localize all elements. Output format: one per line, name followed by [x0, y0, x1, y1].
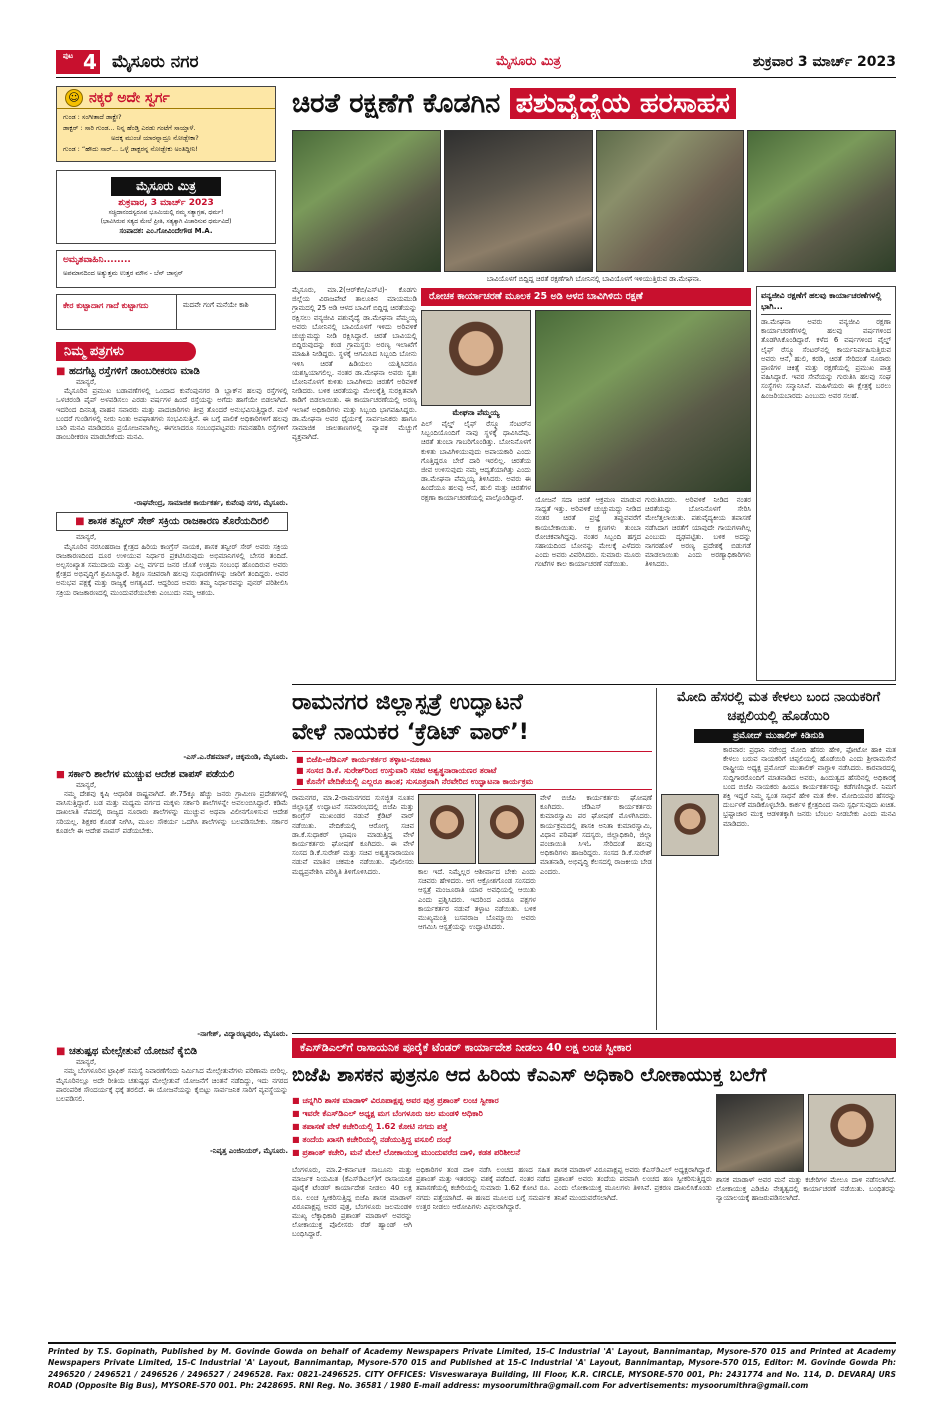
modi-body: ಕಾರವಾರ: ಪ್ರಧಾನಿ ನರೇಂದ್ರ ಮೋದಿ ಹೆಸರು ಹೇಳಿ, ಫೋಟೋ ಹಾಕಿ ಮತ ಕೇಳಲು ಬರುವ ನಾಯಕರಿಗೆ ಚಪ್ಪಲಿಯಲ್ಲಿ ಹೊಡೆಯಿರಿ ಎಂದು ಶ್ರೀರಾಮಸೇನೆ ರಾಷ್ಟ್ರೀಯ ಅಧ್ಯಕ್ಷ ಪ್ರಮೋದ್ ಮುತಾಲಿಕ್ ವಾಗ್ದಾಳಿ ನಡೆಸಿದರು. ಕಾರವಾರದಲ್ಲಿ ಸುದ್ದಿಗಾರರೊಂದಿಗೆ ಮಾತನಾಡಿದ ಅವರು, ಹಿಂದುತ್ವದ ಹೆಸರಿನಲ್ಲಿ ಅಧಿಕಾರಕ್ಕೆ ಬಂದ ಬಿಜೆಪಿ ನಾಯಕರು ಹಿಂದೂ ಕಾರ್ಯಕರ್ತರನ್ನು ಕಡೆಗಣಿಸಿದ್ದಾರೆ. ನಿಮಗೆ ಶಕ್ತಿ ಇದ್ದರೆ ನಿಮ್ಮ ಸ್ವಂತ ಸಾಧನೆ ಹೇಳಿ ಮತ ಕೇಳಿ. ಮೋದಿಯವರ ಹೆಸರನ್ನು ದುರ್ಬಳಕೆ ಮಾಡಿಕೊಳ್ಳಬೇಡಿ. ಕಾರ್ಕಳ ಕ್ಷೇತ್ರದಿಂದ ನಾನು ಸ್ಪರ್ಧಿಸುವುದು ಖಚಿತ. ಭ್ರಷ್ಟಾಚಾರ ಮುಕ್ತ ಆಡಳಿತಕ್ಕಾಗಿ ಜನರು ಬೆಂಬಲ ನೀಡಬೇಕು ಎಂದು ಮನವಿ ಮಾಡಿದರು.	[723, 746, 896, 828]
imprint-text: Printed by T.S. Gopinath, Published by M. Govinde Gowda on behalf of Academy Newspapers Private Limited, 15-C Industrial 'A' Layout, Bannimantap, Mysore-570 015 and Printed at Academy Newspapers Private Limited, 15-C Industrial 'A' Layout, Bannimantap, Mysore-570 015 and Published at 15-C Industrial 'A' Layout, Bannimantap, Mysore-570 015, Editor: M. Govinde Gowda Ph: 2496520 / 2496521 / 2496526 / 2496527 / 2496528. Fax: 0821-2496525. CITY OFFICES: Visveswaraya Building, III Floor, K.R. CIRCLE, MYSORE-570 001, Ph: 2431774 and No. 114, D. DEVARAJ URS ROAD (Opposite Big Bus), MYSORE-570 001. Ph: 2428695. RNI Reg. No. 36581 / 1980 E-mail address: mysoorumithra@gmail.com For advertisements: mysoorumithra@gmail.com	[48, 1347, 896, 1390]
section-title: ಮೈಸೂರು ನಗರ	[112, 52, 199, 72]
lead-col3-body: ಯೋಜನೆ ಸದಾ ಚಿರತೆ ಆಕ್ರಮಣ ಮಾಡುವ ಸಾಧ್ಯತೆ ಇತ್ತು. ಅರಿವಳಿಕೆ ಚುಚ್ಚುಮದ್ದು ನೀಡಿದ ನಂತರ ಚಿರತೆ ಪ್ರಜ್ಞೆ ತಪ್ಪುವವರೆಗೆ ಕಾಯಬೇಕಾಯಿತು. ಆ ಕ್ಷಣಗಳು ತುಂಬಾ ರೋಚಕವಾಗಿದ್ದವು. ನಂತರ ಸಿಬ್ಬಂದಿ ಹಗ್ಗದ ಸಹಾಯದಿಂದ ಬೋನನ್ನು ಮೇಲಕ್ಕೆ ಎಳೆದರು ಎಂದು ಅವರು ವಿವರಿಸಿದರು. ಸುಮಾರು ಮೂರು ಗಂಟೆಗಳ ಕಾಲ ಕಾರ್ಯಾಚರಣೆ ನಡೆಯಿತು.	[535, 496, 641, 569]
mid-bottom-rule	[292, 1033, 896, 1034]
ramanagara-body-c: ವೇಳೆ ಬಿಜೆಪಿ ಕಾರ್ಯಕರ್ತರು ಘೋಷಣೆ ಕೂಗಿದರು. ಜೆಡಿಎಸ್ ಕಾರ್ಯಕರ್ತರು ಕುಮಾರಸ್ವಾಮಿ ಪರ ಘೋಷಣೆ ಮೊಳಗಿಸಿದರು. ಕಾರ್ಯಕ್ರಮದಲ್ಲಿ ಶಾಸಕಿ ಅನಿತಾ ಕುಮಾರಸ್ವಾಮಿ, ವಿಧಾನ ಪರಿಷತ್ ಸದಸ್ಯರು, ಜಿಲ್ಲಾಧಿಕಾರಿ, ಜಿಲ್ಲಾ ಪಂಚಾಯಿತಿ ಸಿಇಓ ಸೇರಿದಂತೆ ಹಲವು ಅಧಿಕಾರಿಗಳು ಹಾಜರಿದ್ದರು. ಸಂಸದ ಡಿ.ಕೆ.ಸುರೇಶ್ ಮಾತನಾಡಿ, ಅಭಿವೃದ್ಧಿ ಕೆಲಸದಲ್ಲಿ ರಾಜಕೀಯ ಬೇಡ ಎಂದರು.	[540, 794, 652, 876]
mini-masthead: ಮೈಸೂರು ಮಿತ್ರ	[111, 177, 221, 196]
letter-title: ■ ಶಾಸಕ ತನ್ವೀರ್ ಸೇಠ್ ಸಕ್ರಿಯ ರಾಜಕಾರಣ ತೊರೆಯದಿರಲಿ	[59, 515, 285, 528]
portrait-caption: ಮೇಘನಾ ಪೆಮ್ಮಯ್ಯ	[452, 408, 500, 417]
proverb-right: ಮದವೇ ಗಂಗೆ ಮನೆಯೇ ಕಾಶಿ	[182, 301, 249, 309]
lokayukta-headline: ಬಿಜೆಪಿ ಶಾಸಕನ ಪುತ್ರನೂ ಆದ ಹಿರಿಯ ಕೆಎಎಸ್ ಅಧಿಕಾರಿ ಲೋಕಾಯುಕ್ತ ಬಲೆಗೆ	[292, 1064, 767, 1086]
letter-body: ಮೈಸೂರಿನ ಪ್ರಮುಖ ಬಡಾವಣೆಗಳಲ್ಲಿ ಒಂದಾದ ಕುವೆಂಪುನಗರ ಡಿ ಬ್ಲಾಕ್‌ನ ಹಲವು ರಸ್ತೆಗಳಲ್ಲಿ ಒಳಚರಂಡಿ ಪೈಪ್ ಅಳವಡಿಸಲು ಎರಡು ವರ್ಷಗಳ ಹಿಂದೆ ರಸ್ತೆಯನ್ನು ಅಗೆದು ಹಾಗೆಯೇ ಬಿಡಲಾಗಿದೆ. ಇದರಿಂದ ದಿನನಿತ್ಯ ವಾಹನ ಸವಾರರು ಮತ್ತು ಪಾದಚಾರಿಗಳು ತೀವ್ರ ತೊಂದರೆ ಅನುಭವಿಸುತ್ತಿದ್ದಾರೆ. ಮಳೆ ಬಂದರೆ ಗುಂಡಿಗಳಲ್ಲಿ ನೀರು ನಿಂತು ಅಪಘಾತಗಳು ಸಂಭವಿಸುತ್ತಿವೆ. ಈ ಬಗ್ಗೆ ಪಾಲಿಕೆ ಅಧಿಕಾರಿಗಳಿಗೆ ಹಲವು ಬಾರಿ ಮನವಿ ಮಾಡಿದರೂ ಪ್ರಯೋಜನವಾಗಿಲ್ಲ. ಈಗಲಾದರೂ ಸಂಬಂಧಪಟ್ಟವರು ಗಮನಹರಿಸಿ ರಸ್ತೆಗಳಿಗೆ ಡಾಂಬರೀಕರಣ ಮಾಡಬೇಕೆಂದು ಮನವಿ.	[56, 387, 288, 442]
lokayukta-body-d: ಶಾಸಕ ಮಾಡಾಳ್ ಅವರ ಮನೆ ಮತ್ತು ಕಚೇರಿಗಳ ಮೇಲೂ ದಾಳಿ ನಡೆಸಲಾಗಿದೆ. ಲೋಕಾಯುಕ್ತ ಎಡಿಜಿಪಿ ನೇತೃತ್ವದಲ್ಲಿ ಕಾರ್ಯಾಚರಣೆ ನಡೆಯಿತು. ಬಂಧಿತರನ್ನು ನ್ಯಾಯಾಲಯಕ್ಕೆ ಹಾಜರುಪಡಿಸಲಾಗಿದೆ.	[716, 1176, 896, 1203]
lokayukta-body-c: ಶಾಸಕ ಮಾಡಾಳ್ ವಿರೂಪಾಕ್ಷಪ್ಪ ಅವರು ಕೆಎಸ್‌ಡಿಎಲ್ ಅಧ್ಯಕ್ಷರಾಗಿದ್ದಾರೆ. ಪ್ರಶಾಂತ್ ಅವರು ತಂದೆಯ ಪರವಾಗಿ ಲಂಚದ ಹಣ ಸ್ವೀಕರಿಸುತ್ತಿದ್ದರು ಎಂದು ಲೋಕಾಯುಕ್ತ ಮೂಲಗಳು ತಿಳಿಸಿವೆ. ಪ್ರಕರಣ ದಾಖಲಿಸಿಕೊಂಡು ತನಿಖೆ ಮುಂದುವರೆಸಲಾಗಿದೆ.	[554, 1166, 712, 1202]
lokayukta-bar: ಕೆಎಸ್‌ಡಿಎಲ್‌ಗೆ ರಾಸಾಯನಿಕ ಪೂರೈಕೆ ಟೆಂಡರ್ ಕಾರ್ಯಾದೇಶ ನೀಡಲು 40 ಲಕ್ಷ ಲಂಚ ಸ್ವೀಕಾರ	[292, 1038, 896, 1058]
amrut-text: ಅಪಮಾನದಿಂದ ಅತ್ಯುತ್ತಮ ಉತ್ತರ ಮೌನ - ಬೆನ್ ಜಾನ್ಸನ್	[63, 269, 184, 277]
lead-photo-strip	[292, 130, 896, 272]
header-rule	[56, 77, 896, 78]
lead-col4-body: ಗುರುತಿಸಿದರು. ಅರಿವಳಿಕೆ ನೀಡಿದ ನಂತರ ಚಿರತೆಯನ್ನು ಬೋನಿನೊಳಗೆ ಸೇರಿಸಿ ಮೇಲೆತ್ತಲಾಯಿತು. ಪಶುವೈದ್ಯಕೀಯ ತಪಾಸಣೆ ನಡೆಸಿದಾಗ ಚಿರತೆಗೆ ಯಾವುದೇ ಗಾಯಗಳಾಗಿಲ್ಲ ಎಂಬುದು ದೃಢಪಟ್ಟಿತು. ಬಳಿಕ ಅದನ್ನು ನಾಗರಹೊಳೆ ಅರಣ್ಯ ಪ್ರದೇಶಕ್ಕೆ ಬಿಡುಗಡೆ ಮಾಡಲಾಯಿತು ಎಂದು ಅರಣ್ಯಾಧಿಕಾರಿಗಳು ತಿಳಿಸಿದರು.	[645, 496, 751, 569]
lokayukta-body-b: ಅಧಿಕಾರಿಗಳ ತಂಡ ದಾಳಿ ನಡೆಸಿ ಲಂಚದ ಹಣದ ಸಹಿತ ಪ್ರಶಾಂತ್ ಮತ್ತು ಇತರರನ್ನು ವಶಕ್ಕೆ ಪಡೆದಿದೆ. ನಂತರ ನಡೆದ ತಪಾಸಣೆಯಲ್ಲಿ ಕಚೇರಿಯಲ್ಲಿ ಸುಮಾರು 1.62 ಕೋಟಿ ರೂ. ನಗದು ಪತ್ತೆಯಾಗಿದೆ. ಈ ಹಣದ ಮೂಲದ ಬಗ್ಗೆ ಸಮರ್ಪಕ ಉತ್ತರ ನೀಡಲು ಆರೋಪಿಗಳು ವಿಫಲರಾಗಿದ್ದಾರೆ.	[416, 1166, 550, 1211]
portrait-photo	[421, 310, 531, 406]
letter-body: ನಮ್ಮ ದೇಶವು ಕೃಷಿ ಆಧಾರಿತ ರಾಷ್ಟ್ರವಾಗಿದೆ. ಶೇ.75ಕ್ಕೂ ಹೆಚ್ಚು ಜನರು ಗ್ರಾಮೀಣ ಪ್ರದೇಶಗಳಲ್ಲಿ ವಾಸಿಸುತ್ತಿದ್ದಾರೆ. ಬಡ ಮತ್ತು ಮಧ್ಯಮ ವರ್ಗದ ಮಕ್ಕಳು ಸರ್ಕಾರಿ ಶಾಲೆಗಳನ್ನೇ ಅವಲಂಬಿಸಿದ್ದಾರೆ. ಕಡಿಮೆ ದಾಖಲಾತಿ ನೆಪದಲ್ಲಿ ರಾಜ್ಯದ ನೂರಾರು ಶಾಲೆಗಳನ್ನು ಮುಚ್ಚುವ ಅಥವಾ ವಿಲೀನಗೊಳಿಸುವ ಆದೇಶ ಸರಿಯಲ್ಲ. ಶಿಕ್ಷಕರ ಕೊರತೆ ನೀಗಿಸಿ, ಮೂಲ ಸೌಕರ್ಯ ಒದಗಿಸಿ ಶಾಲೆಗಳನ್ನು ಬಲಪಡಿಸಬೇಕು. ಸರ್ಕಾರ ಕೂಡಲೇ ಈ ಆದೇಶ ವಾಪಸ್ ಪಡೆಯಬೇಕು.	[56, 790, 288, 835]
letter-1: ■ ಹದಗೆಟ್ಟ ರಸ್ತೆಗಳಿಗೆ ಡಾಂಬರೀಕರಣ ಮಾಡಿ ಮಾನ್ಯರೆ, ಮೈಸೂರಿನ ಪ್ರಮುಖ ಬಡಾವಣೆಗಳಲ್ಲಿ ಒಂದಾದ ಕುವೆಂಪುನಗರ ಡಿ ಬ್ಲಾಕ್‌ನ ಹಲವು ರಸ್ತೆಗಳಲ್ಲಿ ಒಳಚರಂಡಿ ಪೈಪ್ ಅಳವಡಿಸಲು ಎರಡು ವರ್ಷಗಳ ಹಿಂದೆ ರಸ್ತೆಯನ್ನು ಅಗೆದು ಹಾಗೆಯೇ ಬಿಡಲಾಗಿದೆ. ಇದರಿಂದ ದಿನನಿತ್ಯ ವಾಹನ ಸವಾರರು ಮತ್ತು ಪಾದಚಾರಿಗಳು ತೀವ್ರ ತೊಂದರೆ ಅನುಭವಿಸುತ್ತಿದ್ದಾರೆ. ಮಳೆ ಬಂದರೆ ಗುಂಡಿಗಳಲ್ಲಿ ನೀರು ನಿಂತು ಅಪಘಾತಗಳು ಸಂಭವಿಸುತ್ತಿವೆ. ಈ ಬಗ್ಗೆ ಪಾಲಿಕೆ ಅಧಿಕಾರಿಗಳಿಗೆ ಹಲವು ಬಾರಿ ಮನವಿ ಮಾಡಿದರೂ ಪ್ರಯೋಜನವಾಗಿಲ್ಲ. ಈಗಲಾದರೂ ಸಂಬಂಧಪಟ್ಟವರು ಗಮನಹರಿಸಿ ರಸ್ತೆಗಳಿಗೆ ಡಾಂಬರೀಕರಣ ಮಾಡಬೇಕೆಂದು ಮನವಿ. -ರಾಘವೇಂದ್ರ, ಸಾಮಾಜಿಕ ಕಾರ್ಯಕರ್ತ, ಕುವೆಂಪು ನಗರ, ಮೈಸೂರು.	[56, 365, 288, 508]
letter-title: ■ ಸರ್ಕಾರಿ ಶಾಲೆಗಳ ಮುಚ್ಚುವ ಆದೇಶ ವಾಪಸ್ ಪಡೆಯಲಿ	[56, 768, 288, 781]
letter-body: ನಮ್ಮ ಬೆಂಗಳೂರಿನ ಟ್ರಾಫಿಕ್ ಸಮಸ್ಯೆ ನಿವಾರಣೆಗೆಂದು ನಿರ್ಮಿಸಿದ ಮೇಲ್ಸೇತುವೆಗಳು ಪರಿಣಾಮ ಬೀರಿಲ್ಲ. ಮೈಸೂರಿನಲ್ಲೂ ಅದೇ ರೀತಿಯ ಚತುಷ್ಪಥ ಮೇಲ್ಸೇತುವೆ ಯೋಜನೆಗೆ ಚಿಂತನೆ ನಡೆದಿದ್ದು, ಇದು ನಗರದ ಪಾರಂಪರಿಕ ಸೌಂದರ್ಯಕ್ಕೆ ಧಕ್ಕೆ ತರಲಿದೆ. ಈ ಯೋಜನೆಯನ್ನು ಕೈಬಿಟ್ಟು ಸಾರ್ವಜನಿಕ ಸಾರಿಗೆ ವ್ಯವಸ್ಥೆಯನ್ನು ಬಲಪಡಿಸಲಿ.	[56, 1067, 288, 1104]
letter-signature: -ಎಸ್.ಎ.ರೆಹಮಾನ್, ಚಿಕ್ಕಮಂಡಿ, ಮೈಸೂರು.	[183, 752, 288, 761]
joke-body: ಗುಂಡ : ಸಂಗೀತಾದೆ ಡಾಕ್ಟ್ರೇ? ಡಾಕ್ಟರ್ : ಸಾರಿ ಗುಂಡ... ನಿನ್ನ ಹೆಂಡ್ತಿ ಎರಡು ಗಂಟೆಗೆ ಸಾಯ್ತಾಳೆ. ಅದಕ್ಕ ಮುಂಚೆ ಯಾರನ್ನಾದ್ರೂ ನೋಡ್ಬೇಕಾ? ಗುಂಡ : “ಹೌದು ಸಾರ್... ಒಳ್ಳೆ ಡಾಕ್ಟರನ್ನ ನೋಡ್ಬೇಕು ಅಂತಿದ್ದೀನಿ!	[63, 113, 199, 153]
joke-box	[56, 86, 276, 162]
ramanagara-bullets: ■ ಬಿಜೆಪಿ-ಜೆಡಿಎಸ್ ಕಾರ್ಯಕರ್ತರ ತಳ್ಳಾಟ-ನೂಕಾಟ ■ ಸಂಸದ ಡಿ.ಕೆ. ಸುರೇಶ್‌ರಿಂದ ಉಸ್ತುವಾರಿ ಸಚಿವ ಅಶ್ವತ್ಥನಾರಾಯಣರ ತರಾಟೆ ■ ಕೊನೆಗೆ ವೇದಿಕೆಯಲ್ಲಿ ಎಲ್ಲರೂ ಶಾಂತ; ಸುಸೂತ್ರವಾಗಿ ನೆರವೇರಿದ ಉದ್ಘಾಟನಾ ಕಾರ್ಯಕ್ರಮ	[292, 751, 652, 790]
footer-rule	[48, 1342, 896, 1344]
leaders-photo-2	[478, 794, 536, 864]
letter-signature: -ರಾಘವೇಂದ್ರ, ಸಾಮಾಜಿಕ ಕಾರ್ಯಕರ್ತ, ಕುವೆಂಪು ನಗರ, ಮೈಸೂರು.	[133, 499, 288, 508]
modi-byline: ಪ್ರಮೋದ್ ಮುತಾಲಿಕ್ ಕಿಡಿನುಡಿ	[694, 729, 864, 743]
proverb-box	[56, 294, 276, 330]
prashanth-photo	[808, 1094, 896, 1172]
lead-sub-bar: ರೋಚಕ ಕಾರ್ಯಾಚರಣೆ ಮೂಲಕ 25 ಅಡಿ ಆಳದ ಬಾವಿಗಿಳಿದು ರಕ್ಷಣೆ	[421, 288, 751, 306]
muthalik-photo	[661, 794, 719, 856]
letter-signature: -ನಾಗೇಶ್, ವಿದ್ಯಾರಣ್ಯಪುರಂ, ಮೈಸೂರು.	[197, 1030, 288, 1039]
letter-2	[56, 512, 288, 531]
mini-masthead-box: ಮೈಸೂರು ಮಿತ್ರ ಶುಕ್ರವಾರ, 3 ಮಾರ್ಚ್ 2023 ಸಚ್ಚಿದಾನಂದಸ್ವರೂಪ ಭೂಮಿಯಲ್ಲಿ ನಮ್ಮ ಸತ್ಯಾಗ್ರಹ, ಧರ್ಮ! (ಭಾವಿಸಿರುವ ಸತ್ಯದ ಮೇಲೆ ಪ್ರೀತಿ, ಸತ್ಯಕ್ಕಾಗಿ ವಿಚಾರಿಸುವ ಧರ್ಮವಿದೆ) ಸಂಪಾದಕ: ಎಂ.ಗೋವಿಂದೇಗೌಡ M.A.	[56, 170, 276, 244]
lead-headline: ಚಿರತೆ ರಕ್ಷಣೆಗೆ ಕೊಡಗಿನ ಪಶುವೈದ್ಯೆಯ ಹರಸಾಹಸ	[292, 84, 896, 124]
lead-photo-3	[596, 130, 745, 272]
modi-story	[656, 688, 896, 1030]
mini-date: ಶುಕ್ರವಾರ, 3 ಮಾರ್ಚ್ 2023	[118, 198, 214, 208]
letter-4: ■ ಚತುಷ್ಪಥ ಮೇಲ್ಸೇತುವೆ ಯೋಜನೆ ಕೈಬಿಡಿ ಮಾನ್ಯರೆ, ನಮ್ಮ ಬೆಂಗಳೂರಿನ ಟ್ರಾಫಿಕ್ ಸಮಸ್ಯೆ ನಿವಾರಣೆಗೆಂದು ನಿರ್ಮಿಸಿದ ಮೇಲ್ಸೇತುವೆಗಳು ಪರಿಣಾಮ ಬೀರಿಲ್ಲ. ಮೈಸೂರಿನಲ್ಲೂ ಅದೇ ರೀತಿಯ ಚತುಷ್ಪಥ ಮೇಲ್ಸೇತುವೆ ಯೋಜನೆಗೆ ಚಿಂತನೆ ನಡೆದಿದ್ದು, ಇದು ನಗರದ ಪಾರಂಪರಿಕ ಸೌಂದರ್ಯಕ್ಕೆ ಧಕ್ಕೆ ತರಲಿದೆ. ಈ ಯೋಜನೆಯನ್ನು ಕೈಬಿಟ್ಟು ಸಾರ್ವಜನಿಕ ಸಾರಿಗೆ ವ್ಯವಸ್ಥೆಯನ್ನು ಬಲಪಡಿಸಲಿ. -ನಿವೃತ್ತ ಎಂಜಿನಿಯರ್, ಮೈಸೂರು.	[56, 1045, 288, 1156]
issue-date: ಶುಕ್ರವಾರ 3 ಮಾರ್ಚ್ 2023	[752, 54, 896, 70]
leopard-photo	[535, 310, 751, 492]
page-header	[56, 50, 896, 76]
ramanagara-headline-2: ವೇಳೆ ನಾಯಕರ ‘ಕ್ರೆಡಿಟ್ ವಾರ್’!	[292, 720, 529, 745]
amrut-box	[56, 250, 276, 288]
ramanagara-headline-1: ರಾಮನಗರ ಜಿಲ್ಲಾಸ್ಪತ್ರೆ ಉದ್ಘಾಟನೆ	[292, 690, 523, 715]
lead-sidebar-title: ವನ್ಯಜೀವಿ ರಕ್ಷಣೆಗೆ ಹಲವು ಕಾರ್ಯಾಚರಣೆಗಳಲ್ಲಿ ಭಾಗಿ...	[761, 290, 891, 315]
lokayukta-body-a: ಬೆಂಗಳೂರು, ಮಾ.2-ಕರ್ನಾಟಕ ಸಾಬೂನು ಮತ್ತು ಮಾರ್ಜಕ ನಿಯಮಿತ (ಕೆಎಸ್‌ಡಿಎಲ್)ಗೆ ರಾಸಾಯನಿಕ ಪೂರೈಕೆ ಟೆಂಡರ್ ಕಾರ್ಯಾದೇಶ ನೀಡಲು 40 ಲಕ್ಷ ರೂ. ಲಂಚ ಸ್ವೀಕರಿಸುತ್ತಿದ್ದ ಬಿಜೆಪಿ ಶಾಸಕ ಮಾಡಾಳ್ ವಿರೂಪಾಕ್ಷಪ್ಪ ಅವರ ಪುತ್ರ, ಬೆಂಗಳೂರು ಜಲಮಂಡಳಿ ಮುಖ್ಯ ಲೆಕ್ಕಾಧಿಕಾರಿ ಪ್ರಶಾಂತ್ ಮಾಡಾಳ್ ಅವರನ್ನು ಲೋಕಾಯುಕ್ತ ಪೊಲೀಸರು ರೆಡ್ ಹ್ಯಾಂಡ್ ಆಗಿ ಬಂಧಿಸಿದ್ದಾರೆ.	[292, 1166, 412, 1239]
lead-sidebar	[756, 286, 896, 681]
cash-photo	[716, 1094, 804, 1172]
modi-headline: ಮೋದಿ ಹೆಸರಲ್ಲಿ ಮತ ಕೇಳಲು ಬಂದ ನಾಯಕರಿಗೆ ಚಪ್ಪಲಿಯಲ್ಲಿ ಹೊಡೆಯಿರಿ	[676, 690, 881, 724]
ramanagara-story	[292, 688, 652, 1030]
letters-title: ನಿಮ್ಮ ಪತ್ರಗಳು	[56, 342, 196, 361]
ramanagara-body-b: ಕಾಲ ಇದೆ. ನಿಮ್ಮೆಲ್ಲರ ಆಶೀರ್ವಾದ ಬೇಕು ಎಂದು ಸಚಿವರು ಹೇಳಿದರು. ಆಗ ಆಕ್ರೋಶಗೊಂಡ ಸಂಸದರು ಆಸ್ಪತ್ರೆ ಮಂಜೂರಾತಿ ಯಾರ ಅವಧಿಯಲ್ಲಿ ಆಯಿತು ಎಂದು ಪ್ರಶ್ನಿಸಿದರು. ಇದರಿಂದ ಎರಡೂ ಪಕ್ಷಗಳ ಕಾರ್ಯಕರ್ತರ ನಡುವೆ ತಳ್ಳಾಟ ನಡೆಯಿತು. ಬಳಿಕ ಮುಖ್ಯಮಂತ್ರಿ ಬಸವರಾಜ ಬೊಮ್ಮಾಯಿ ಅವರು ಆಗಮಿಸಿ ಆಸ್ಪತ್ರೆಯನ್ನು ಉದ್ಘಾಟಿಸಿದರು.	[418, 868, 536, 932]
amrut-title: ಅಮೃತವಾಹಿನಿ........	[63, 255, 131, 265]
lead-photo-caption: ಬಾವಿಯೊಳಗೆ ಬಿದ್ದಿದ್ದ ಚಿರತೆ ರಕ್ಷಣೆಗಾಗಿ ಬೋನಿನಲ್ಲಿ ಬಾವಿಯೊಳಗೆ ಇಳಿಯುತ್ತಿರುವ ಡಾ.ಮೇಘನಾ.	[486, 275, 702, 283]
letters-section: ನಿಮ್ಮ ಪತ್ರಗಳು ■ ಹದಗೆಟ್ಟ ರಸ್ತೆಗಳಿಗೆ ಡಾಂಬರೀಕರಣ ಮಾಡಿ ಮಾನ್ಯರೆ, ಮೈಸೂರಿನ ಪ್ರಮುಖ ಬಡಾವಣೆಗಳಲ್ಲಿ ಒಂದಾದ ಕುವೆಂಪುನಗರ ಡಿ ಬ್ಲಾಕ್‌ನ ಹಲವು ರಸ್ತೆಗಳಲ್ಲಿ ಒಳಚರಂಡಿ ಪೈಪ್ ಅಳವಡಿಸಲು ಎರಡು ವರ್ಷಗಳ ಹಿಂದೆ ರಸ್ತೆಯನ್ನು ಅಗೆದು ಹಾಗೆಯೇ ಬಿಡಲಾಗಿದೆ. ಇದರಿಂದ ದಿನನಿತ್ಯ ವಾಹನ ಸವಾರರು ಮತ್ತು ಪಾದಚಾರಿಗಳು ತೀವ್ರ ತೊಂದರೆ ಅನುಭವಿಸುತ್ತಿದ್ದಾರೆ. ಮಳೆ ಬಂದರೆ ಗುಂಡಿಗಳಲ್ಲಿ ನೀರು ನಿಂತು ಅಪಘಾತಗಳು ಸಂಭವಿಸುತ್ತಿವೆ. ಈ ಬಗ್ಗೆ ಪಾಲಿಕೆ ಅಧಿಕಾರಿಗಳಿಗೆ ಹಲವು ಬಾರಿ ಮನವಿ ಮಾಡಿದರೂ ಪ್ರಯೋಜನವಾಗಿಲ್ಲ. ಈಗಲಾದರೂ ಸಂಬಂಧಪಟ್ಟವರು ಗಮನಹರಿಸಿ ರಸ್ತೆಗಳಿಗೆ ಡಾಂಬರೀಕರಣ ಮಾಡಬೇಕೆಂದು ಮನವಿ. -ರಾಘವೇಂದ್ರ, ಸಾಮಾಜಿಕ ಕಾರ್ಯಕರ್ತ, ಕುವೆಂಪು ನಗರ, ಮೈಸೂರು. ■ ಶಾಸಕ ತನ್ವೀರ್ ಸೇಠ್ ಸಕ್ರಿಯ ರಾಜಕಾರಣ ತೊರೆಯದಿರಲಿ ಮಾನ್ಯರೆ, ಮೈಸೂರಿನ ನರಸಿಂಹರಾಜ ಕ್ಷೇತ್ರದ ಹಿರಿಯ ಕಾಂಗ್ರೆಸ್ ನಾಯಕ, ಶಾಸಕ ತನ್ವೀರ್ ಸೇಠ್ ಅವರು ಸಕ್ರಿಯ ರಾಜಕಾರಣದಿಂದ ದೂರ ಉಳಿಯುವ ನಿರ್ಧಾರ ಪ್ರಕಟಿಸಿರುವುದು ಅಭಿಮಾನಿಗಳಲ್ಲಿ ಬೇಸರ ತಂದಿದೆ. ಅಲ್ಪಸಂಖ್ಯಾತ ಸಮುದಾಯ ಮತ್ತು ಎಲ್ಲ ವರ್ಗದ ಜನರ ಜೊತೆ ಉತ್ತಮ ಸಂಬಂಧ ಹೊಂದಿರುವ ಅವರು ಕ್ಷೇತ್ರದ ಅಭಿವೃದ್ಧಿಗೆ ಶ್ರಮಿಸಿದ್ದಾರೆ. ಶಿಕ್ಷಣ ಸಚಿವರಾಗಿ ಹಲವು ಸುಧಾರಣೆಗಳನ್ನು ಜಾರಿಗೆ ತಂದಿದ್ದರು. ಅವರ ಅನುಭವ ಪಕ್ಷಕ್ಕೆ ಮತ್ತು ರಾಜ್ಯಕ್ಕೆ ಅಗತ್ಯವಿದೆ. ಆದ್ದರಿಂದ ಅವರು ತಮ್ಮ ನಿರ್ಧಾರವನ್ನು ಪುನರ್ ಪರಿಶೀಲಿಸಿ ಸಕ್ರಿಯ ರಾಜಕಾರಣದಲ್ಲಿ ಮುಂದುವರೆಯಬೇಕು ಎಂಬುದು ನಮ್ಮ ಆಶಯ. -ಎಸ್.ಎ.ರೆಹಮಾನ್, ಚಿಕ್ಕಮಂಡಿ, ಮೈಸೂರು. ■ ಸರ್ಕಾರಿ ಶಾಲೆಗಳ ಮುಚ್ಚುವ ಆದೇಶ ವಾಪಸ್ ಪಡೆಯಲಿ ಮಾನ್ಯರೆ, ನಮ್ಮ ದೇಶವು ಕೃಷಿ ಆಧಾರಿತ ರಾಷ್ಟ್ರವಾಗಿದೆ. ಶೇ.75ಕ್ಕೂ ಹೆಚ್ಚು ಜನರು ಗ್ರಾಮೀಣ ಪ್ರದೇಶಗಳಲ್ಲಿ ವಾಸಿಸುತ್ತಿದ್ದಾರೆ. ಬಡ ಮತ್ತು ಮಧ್ಯಮ ವರ್ಗದ ಮಕ್ಕಳು ಸರ್ಕಾರಿ ಶಾಲೆಗಳನ್ನೇ ಅವಲಂಬಿಸಿದ್ದಾರೆ. ಕಡಿಮೆ ದಾಖಲಾತಿ ನೆಪದಲ್ಲಿ ರಾಜ್ಯದ ನೂರಾರು ಶಾಲೆಗಳನ್ನು ಮುಚ್ಚುವ ಅಥವಾ ವಿಲೀನಗೊಳಿಸುವ ಆದೇಶ ಸರಿಯಲ್ಲ. ಶಿಕ್ಷಕರ ಕೊರತೆ ನೀಗಿಸಿ, ಮೂಲ ಸೌಕರ್ಯ ಒದಗಿಸಿ ಶಾಲೆಗಳನ್ನು ಬಲಪಡಿಸಬೇಕು. ಸರ್ಕಾರ ಕೂಡಲೇ ಈ ಆದೇಶ ವಾಪಸ್ ಪಡೆಯಬೇಕು. -ನಾಗೇಶ್, ವಿದ್ಯಾರಣ್ಯಪುರಂ, ಮೈಸೂರು. ■ ಚತುಷ್ಪಥ ಮೇಲ್ಸೇತುವೆ ಯೋಜನೆ ಕೈಬಿಡಿ ಮಾನ್ಯರೆ, ನಮ್ಮ ಬೆಂಗಳೂರಿನ ಟ್ರಾಫಿಕ್ ಸಮಸ್ಯೆ ನಿವಾರಣೆಗೆಂದು ನಿರ್ಮಿಸಿದ ಮೇಲ್ಸೇತುವೆಗಳು ಪರಿಣಾಮ ಬೀರಿಲ್ಲ. ಮೈಸೂರಿನಲ್ಲೂ ಅದೇ ರೀತಿಯ ಚತುಷ್ಪಥ ಮೇಲ್ಸೇತುವೆ ಯೋಜನೆಗೆ ಚಿಂತನೆ ನಡೆದಿದ್ದು, ಇದು ನಗರದ ಪಾರಂಪರಿಕ ಸೌಂದರ್ಯಕ್ಕೆ ಧಕ್ಕೆ ತರಲಿದೆ. ಈ ಯೋಜನೆಯನ್ನು ಕೈಬಿಟ್ಟು ಸಾರ್ವಜನಿಕ ಸಾರಿಗೆ ವ್ಯವಸ್ಥೆಯನ್ನು ಬಲಪಡಿಸಲಿ. -ನಿವೃತ್ತ ಎಂಜಿನಿಯರ್, ಮೈಸೂರು.	[56, 342, 288, 1337]
masthead: ಮೈಸೂರು ಮಿತ್ರ	[496, 54, 561, 69]
joke-title: ನಕ್ಕರೆ ಅದೇ ಸ್ವರ್ಗ	[89, 89, 170, 106]
ramanagara-body-a: ರಾಮನಗರ, ಮಾ.2-ರಾಮನಗರದ ಸುಸಜ್ಜಿತ ನೂತನ ಜಿಲ್ಲಾಸ್ಪತ್ರೆ ಉದ್ಘಾಟನೆ ಸಮಾರಂಭದಲ್ಲಿ ಬಿಜೆಪಿ ಮತ್ತು ಕಾಂಗ್ರೆಸ್ ಮುಖಂಡರ ನಡುವೆ ಕ್ರೆಡಿಟ್ ವಾರ್ ನಡೆಯಿತು. ವೇದಿಕೆಯಲ್ಲಿ ಆರೋಗ್ಯ ಸಚಿವ ಡಾ.ಕೆ.ಸುಧಾಕರ್ ಭಾಷಣ ಮಾಡುತ್ತಿದ್ದ ವೇಳೆ ಕಾರ್ಯಕರ್ತರು ಘೋಷಣೆ ಕೂಗಿದರು. ಈ ವೇಳೆ ಸಂಸದ ಡಿ.ಕೆ.ಸುರೇಶ್ ಮತ್ತು ಸಚಿವ ಅಶ್ವತ್ಥನಾರಾಯಣ ನಡುವೆ ಮಾತಿನ ಚಕಮಕಿ ನಡೆಯಿತು. ಪೊಲೀಸರು ಮಧ್ಯಪ್ರವೇಶಿಸಿ ಪರಿಸ್ಥಿತಿ ತಿಳಿಗೊಳಿಸಿದರು.	[292, 794, 414, 876]
lead-sidebar-body: ಡಾ.ಮೇಘನಾ ಅವರು ವನ್ಯಜೀವಿ ರಕ್ಷಣಾ ಕಾರ್ಯಾಚರಣೆಗಳಲ್ಲಿ ಹಲವು ವರ್ಷಗಳಿಂದ ತೊಡಗಿಸಿಕೊಂಡಿದ್ದಾರೆ. ಕಳೆದ 6 ವರ್ಷಗಳಿಂದ ವೈಲ್ಡ್ ಲೈಫ್ ರೆಸ್ಕ್ಯೂ ಸೆಂಟರ್‌ನಲ್ಲಿ ಕಾರ್ಯನಿರ್ವಹಿಸುತ್ತಿರುವ ಅವರು ಆನೆ, ಹುಲಿ, ಕರಡಿ, ಚಿರತೆ ಸೇರಿದಂತೆ ನೂರಾರು ಪ್ರಾಣಿಗಳ ಚಿಕಿತ್ಸೆ ಮತ್ತು ರಕ್ಷಣೆಯಲ್ಲಿ ಪ್ರಮುಖ ಪಾತ್ರ ವಹಿಸಿದ್ದಾರೆ. ಇವರ ಸೇವೆಯನ್ನು ಗುರುತಿಸಿ ಹಲವು ಸಂಘ ಸಂಸ್ಥೆಗಳು ಸನ್ಮಾನಿಸಿವೆ. ಮಹಿಳೆಯರು ಈ ಕ್ಷೇತ್ರಕ್ಕೆ ಬರಲು ಹಿಂಜರಿಯಬಾರದು ಎಂಬುದು ಅವರ ಸಲಹೆ.	[761, 318, 891, 400]
lead-bottom-rule	[292, 684, 896, 685]
laughing-face-icon: ☺	[65, 89, 83, 107]
page-label: ಪುಟ	[56, 50, 80, 74]
lead-photo-1	[292, 130, 441, 272]
letter-title: ■ ಹದಗೆಟ್ಟ ರಸ್ತೆಗಳಿಗೆ ಡಾಂಬರೀಕರಣ ಮಾಡಿ	[56, 365, 288, 378]
letter-title: ■ ಚತುಷ್ಪಥ ಮೇಲ್ಸೇತುವೆ ಯೋಜನೆ ಕೈಬಿಡಿ	[56, 1045, 288, 1058]
letter-body: ಮೈಸೂರಿನ ನರಸಿಂಹರಾಜ ಕ್ಷೇತ್ರದ ಹಿರಿಯ ಕಾಂಗ್ರೆಸ್ ನಾಯಕ, ಶಾಸಕ ತನ್ವೀರ್ ಸೇಠ್ ಅವರು ಸಕ್ರಿಯ ರಾಜಕಾರಣದಿಂದ ದೂರ ಉಳಿಯುವ ನಿರ್ಧಾರ ಪ್ರಕಟಿಸಿರುವುದು ಅಭಿಮಾನಿಗಳಲ್ಲಿ ಬೇಸರ ತಂದಿದೆ. ಅಲ್ಪಸಂಖ್ಯಾತ ಸಮುದಾಯ ಮತ್ತು ಎಲ್ಲ ವರ್ಗದ ಜನರ ಜೊತೆ ಉತ್ತಮ ಸಂಬಂಧ ಹೊಂದಿರುವ ಅವರು ಕ್ಷೇತ್ರದ ಅಭಿವೃದ್ಧಿಗೆ ಶ್ರಮಿಸಿದ್ದಾರೆ. ಶಿಕ್ಷಣ ಸಚಿವರಾಗಿ ಹಲವು ಸುಧಾರಣೆಗಳನ್ನು ಜಾರಿಗೆ ತಂದಿದ್ದರು. ಅವರ ಅನುಭವ ಪಕ್ಷಕ್ಕೆ ಮತ್ತು ರಾಜ್ಯಕ್ಕೆ ಅಗತ್ಯವಿದೆ. ಆದ್ದರಿಂದ ಅವರು ತಮ್ಮ ನಿರ್ಧಾರವನ್ನು ಪುನರ್ ಪರಿಶೀಲಿಸಿ ಸಕ್ರಿಯ ರಾಜಕಾರಣದಲ್ಲಿ ಮುಂದುವರೆಯಬೇಕು ಎಂಬುದು ನಮ್ಮ ಆಶಯ.	[56, 542, 288, 597]
lead-photo-4	[747, 130, 896, 272]
lead-dateline-body: ಮೈಸೂರು, ಮಾ.2(ಆರ್‌ಕೆಬಿ/ಎಸ್‌ಟಿ)- ಕೊಡಗು ಜಿಲ್ಲೆಯ ವಿರಾಜಪೇಟೆ ತಾಲೂಕಿನ ಮಾಯಮುಡಿ ಗ್ರಾಮದಲ್ಲಿ 25 ಅಡಿ ಆಳದ ಬಾವಿಗೆ ಬಿದ್ದಿದ್ದ ಚಿರತೆಯನ್ನು ರಕ್ಷಿಸಲು ವನ್ಯಜೀವಿ ಪಶುವೈದ್ಯೆ ಡಾ.ಮೇಘನಾ ಪೆಮ್ಮಯ್ಯ ಅವರು ಬೋನಿನಲ್ಲಿ ಬಾವಿಯೊಳಗೆ ಇಳಿದು ಅರಿವಳಿಕೆ ಚುಚ್ಚುಮದ್ದು ನೀಡಿ ರಕ್ಷಿಸಿದ್ದಾರೆ. ಚಿರತೆ ಬಾವಿಯಲ್ಲಿ ಬಿದ್ದಿರುವುದನ್ನು ಕಂಡ ಗ್ರಾಮಸ್ಥರು ಅರಣ್ಯ ಇಲಾಖೆಗೆ ಮಾಹಿತಿ ನೀಡಿದ್ದರು. ಸ್ಥಳಕ್ಕೆ ಆಗಮಿಸಿದ ಸಿಬ್ಬಂದಿ ಬೋನು ಇಳಿಸಿ ಚಿರತೆ ಹಿಡಿಯಲು ಯತ್ನಿಸಿದರೂ ಯಶಸ್ವಿಯಾಗಲಿಲ್ಲ. ನಂತರ ಡಾ.ಮೇಘನಾ ಅವರು ಸ್ವತಃ ಬೋನಿನೊಳಗೆ ಕುಳಿತು ಬಾವಿಗಿಳಿದು ಚಿರತೆಗೆ ಅರಿವಳಿಕೆ ನೀಡಿದರು. ಬಳಿಕ ಚಿರತೆಯನ್ನು ಮೇಲಕ್ಕೆತ್ತಿ ಸುರಕ್ಷಿತವಾಗಿ ಕಾಡಿಗೆ ಬಿಡಲಾಯಿತು. ಈ ಕಾರ್ಯಾಚರಣೆಯಲ್ಲಿ ಅರಣ್ಯ ಇಲಾಖೆ ಅಧಿಕಾರಿಗಳು ಮತ್ತು ಸಿಬ್ಬಂದಿ ಭಾಗವಹಿಸಿದ್ದರು. ಡಾ.ಮೇಘನಾ ಅವರ ಧೈರ್ಯಕ್ಕೆ ಸಾರ್ವಜನಿಕರು ಹಾಗೂ ಸಾಮಾಜಿಕ ಜಾಲತಾಣಗಳಲ್ಲಿ ವ್ಯಾಪಕ ಮೆಚ್ಚುಗೆ ವ್ಯಕ್ತವಾಗಿದೆ.	[292, 286, 417, 442]
joke-header	[57, 87, 275, 109]
lokayukta-bullets: ■ ಚನ್ನಗಿರಿ ಶಾಸಕ ಮಾಡಾಳ್ ವಿರೂಪಾಕ್ಷಪ್ಪ ಅವರ ಪುತ್ರ ಪ್ರಶಾಂತ್ ಲಂಚ ಸ್ವೀಕಾರ ■ ಇವರೇ ಕೆಎಸ್‌ಡಿಎಲ್ ಅಧ್ಯಕ್ಷ ಮಗ ಬೆಂಗಳೂರು ಜಲ ಮಂಡಳಿ ಅಧಿಕಾರಿ ■ ತಪಾಸಣೆ ವೇಳೆ ಕಚೇರಿಯಲ್ಲಿ 1.62 ಕೋಟಿ ನಗದು ಪತ್ತೆ ■ ತಂದೆಯ ಖಾಸಗಿ ಕಚೇರಿಯಲ್ಲಿ ನಡೆಯುತ್ತಿದ್ದ ವಸೂಲಿ ದಂಧೆ ■ ಪ್ರಶಾಂತ್ ಕಚೇರಿ, ಮನೆ ಮೇಲೆ ಲೋಕಾಯುಕ್ತ ಮುಂದುವರೆದ ದಾಳಿ, ಕಡತ ಪರಿಶೀಲನೆ	[292, 1094, 712, 1162]
lead-col2-body: ಪಿಲ್ ವೈಲ್ಡ್ ಲೈಫ್ ರೆಸ್ಕ್ಯೂ ಸೆಂಟರ್‌ನ ಸಿಬ್ಬಂದಿಯೊಂದಿಗೆ ನಾವು ಸ್ಥಳಕ್ಕೆ ಧಾವಿಸಿದೆವು. ಚಿರತೆ ತುಂಬಾ ಗಾಬರಿಗೊಂಡಿತ್ತು. ಬೋನಿನೊಳಗೆ ಕುಳಿತು ಬಾವಿಗಿಳಿಯುವುದು ಅಪಾಯಕಾರಿ ಎಂದು ಗೊತ್ತಿದ್ದರೂ ಬೇರೆ ದಾರಿ ಇರಲಿಲ್ಲ. ಚಿರತೆಯ ಜೀವ ಉಳಿಸುವುದು ನಮ್ಮ ಆದ್ಯತೆಯಾಗಿತ್ತು ಎಂದು ಡಾ.ಮೇಘನಾ ಪೆಮ್ಮಯ್ಯ ತಿಳಿಸಿದರು. ಅವರು ಈ ಹಿಂದೆಯೂ ಹಲವು ಆನೆ, ಹುಲಿ ಮತ್ತು ಚಿರತೆಗಳ ರಕ್ಷಣಾ ಕಾರ್ಯಾಚರಣೆಯಲ್ಲಿ ಪಾಲ್ಗೊಂಡಿದ್ದಾರೆ.	[421, 420, 531, 502]
letter-3: ■ ಸರ್ಕಾರಿ ಶಾಲೆಗಳ ಮುಚ್ಚುವ ಆದೇಶ ವಾಪಸ್ ಪಡೆಯಲಿ ಮಾನ್ಯರೆ, ನಮ್ಮ ದೇಶವು ಕೃಷಿ ಆಧಾರಿತ ರಾಷ್ಟ್ರವಾಗಿದೆ. ಶೇ.75ಕ್ಕೂ ಹೆಚ್ಚು ಜನರು ಗ್ರಾಮೀಣ ಪ್ರದೇಶಗಳಲ್ಲಿ ವಾಸಿಸುತ್ತಿದ್ದಾರೆ. ಬಡ ಮತ್ತು ಮಧ್ಯಮ ವರ್ಗದ ಮಕ್ಕಳು ಸರ್ಕಾರಿ ಶಾಲೆಗಳನ್ನೇ ಅವಲಂಬಿಸಿದ್ದಾರೆ. ಕಡಿಮೆ ದಾಖಲಾತಿ ನೆಪದಲ್ಲಿ ರಾಜ್ಯದ ನೂರಾರು ಶಾಲೆಗಳನ್ನು ಮುಚ್ಚುವ ಅಥವಾ ವಿಲೀನಗೊಳಿಸುವ ಆದೇಶ ಸರಿಯಲ್ಲ. ಶಿಕ್ಷಕರ ಕೊರತೆ ನೀಗಿಸಿ, ಮೂಲ ಸೌಕರ್ಯ ಒದಗಿಸಿ ಶಾಲೆಗಳನ್ನು ಬಲಪಡಿಸಬೇಕು. ಸರ್ಕಾರ ಕೂಡಲೇ ಈ ಆದೇಶ ವಾಪಸ್ ಪಡೆಯಬೇಕು. -ನಾಗೇಶ್, ವಿದ್ಯಾರಣ್ಯಪುರಂ, ಮೈಸೂರು.	[56, 768, 288, 1039]
letter-signature: -ನಿವೃತ್ತ ಎಂಜಿನಿಯರ್, ಮೈಸೂರು.	[209, 1147, 288, 1156]
leaders-photo-1	[418, 794, 476, 864]
proverb-left: ಕೇರ ಕುಟ್ಟಾದಾಗ ಗಾದೆ ಕುಟ್ಟಾಗದು	[57, 295, 177, 329]
page-number: 4	[80, 50, 100, 74]
lead-photo-2	[444, 130, 593, 272]
